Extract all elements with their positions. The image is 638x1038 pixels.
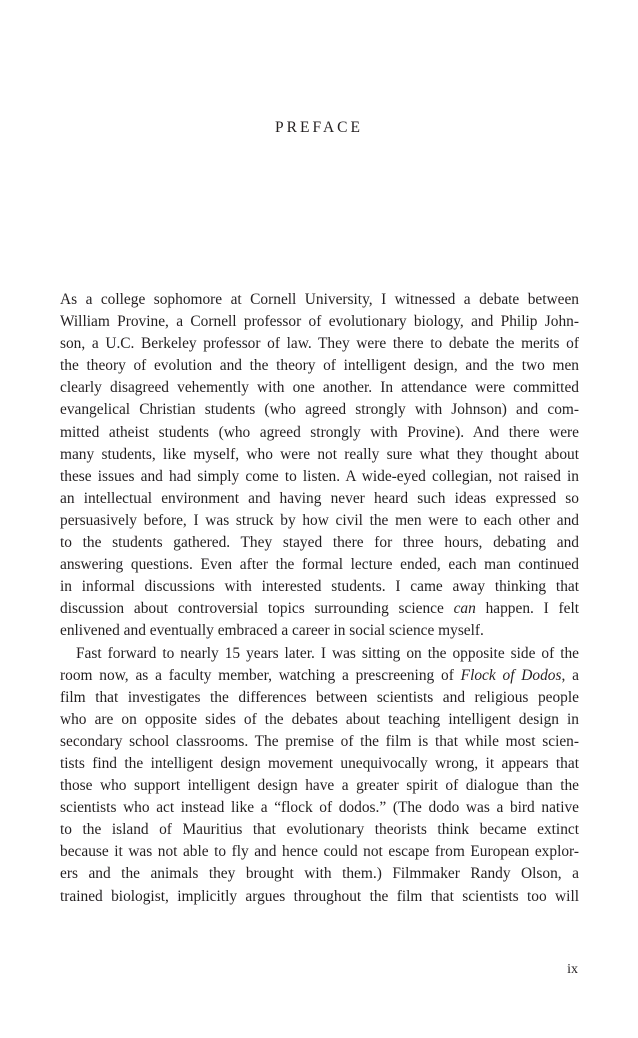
paragraph [60, 289, 579, 643]
text-line: to the island of Mauritius that evolutionary theorists think became extinct [60, 821, 579, 839]
text-line: persuasively before, I was struck by how civil the men were to each other and [60, 511, 579, 529]
text-line: Fast forward to nearly 15 years later. I was sitting on the opposite side of the [76, 644, 579, 662]
text-line: the theory of evolution and the theory of intelligent design, and the two men [60, 357, 579, 375]
emphasis: can [453, 600, 476, 618]
text-line: trained biologist, implicitly argues throughout the film that scientists too will [60, 887, 579, 905]
text-line: film that investigates the differences between scientists and religious people [60, 688, 579, 706]
chapter-heading: PREFACE [275, 119, 363, 136]
text-line: enlivened and eventually embraced a career in social science myself. [60, 622, 484, 640]
paragraph [60, 643, 579, 908]
text-line: who are on opposite sides of the debates about teaching intelligent design in [60, 710, 579, 728]
text-line: scientists who act instead like a “flock of dodos.” (The dodo was a bird native [60, 799, 579, 817]
text-line: because it was not able to fly and hence could not escape from European explor- [60, 843, 579, 861]
text-line: discussion about controversial topics surrounding science can happen. I felt [60, 600, 579, 618]
text-line: those who support intelligent design have a greater spirit of dialogue than the [60, 777, 579, 795]
text-line: to the students gathered. They stayed there for three hours, debating and [60, 534, 579, 552]
text-line: tists find the intelligent design movement unequivocally wrong, it appears that [60, 754, 579, 772]
emphasis: Flock of Dodos [460, 666, 562, 684]
text-line: answering questions. Even after the formal lecture ended, each man continued [60, 556, 579, 574]
text-line: mitted atheist students (who agreed strongly with Provine). And there were [60, 423, 579, 441]
text-line: these issues and had simply come to listen. A wide-eyed collegian, not raised in [60, 467, 579, 485]
text-line: in informal discussions with interested students. I came away thinking that [60, 578, 579, 596]
text-line: ers and the animals they brought with them.) Filmmaker Randy Olson, a [60, 865, 579, 883]
text-line: an intellectual environment and having never heard such ideas expressed so [60, 489, 579, 507]
text-line: As a college sophomore at Cornell University, I witnessed a debate between [60, 291, 579, 308]
text-line: evangelical Christian students (who agreed strongly with Johnson) and com- [60, 401, 579, 419]
text-line: room now, as a faculty member, watching a prescreening of Flock of Dodos, a [60, 666, 579, 684]
body-text [60, 289, 579, 908]
text-line: many students, like myself, who were not really sure what they thought about [60, 445, 579, 463]
text-line: son, a U.C. Berkeley professor of law. They were there to debate the merits of [60, 335, 579, 353]
page-number: ix [567, 962, 578, 977]
text-line: clearly disagreed vehemently with one another. In attendance were committed [60, 379, 579, 397]
text-line: secondary school classrooms. The premise of the film is that while most scien- [60, 732, 579, 750]
text-line: William Provine, a Cornell professor of evolutionary biology, and Philip John- [60, 313, 579, 331]
